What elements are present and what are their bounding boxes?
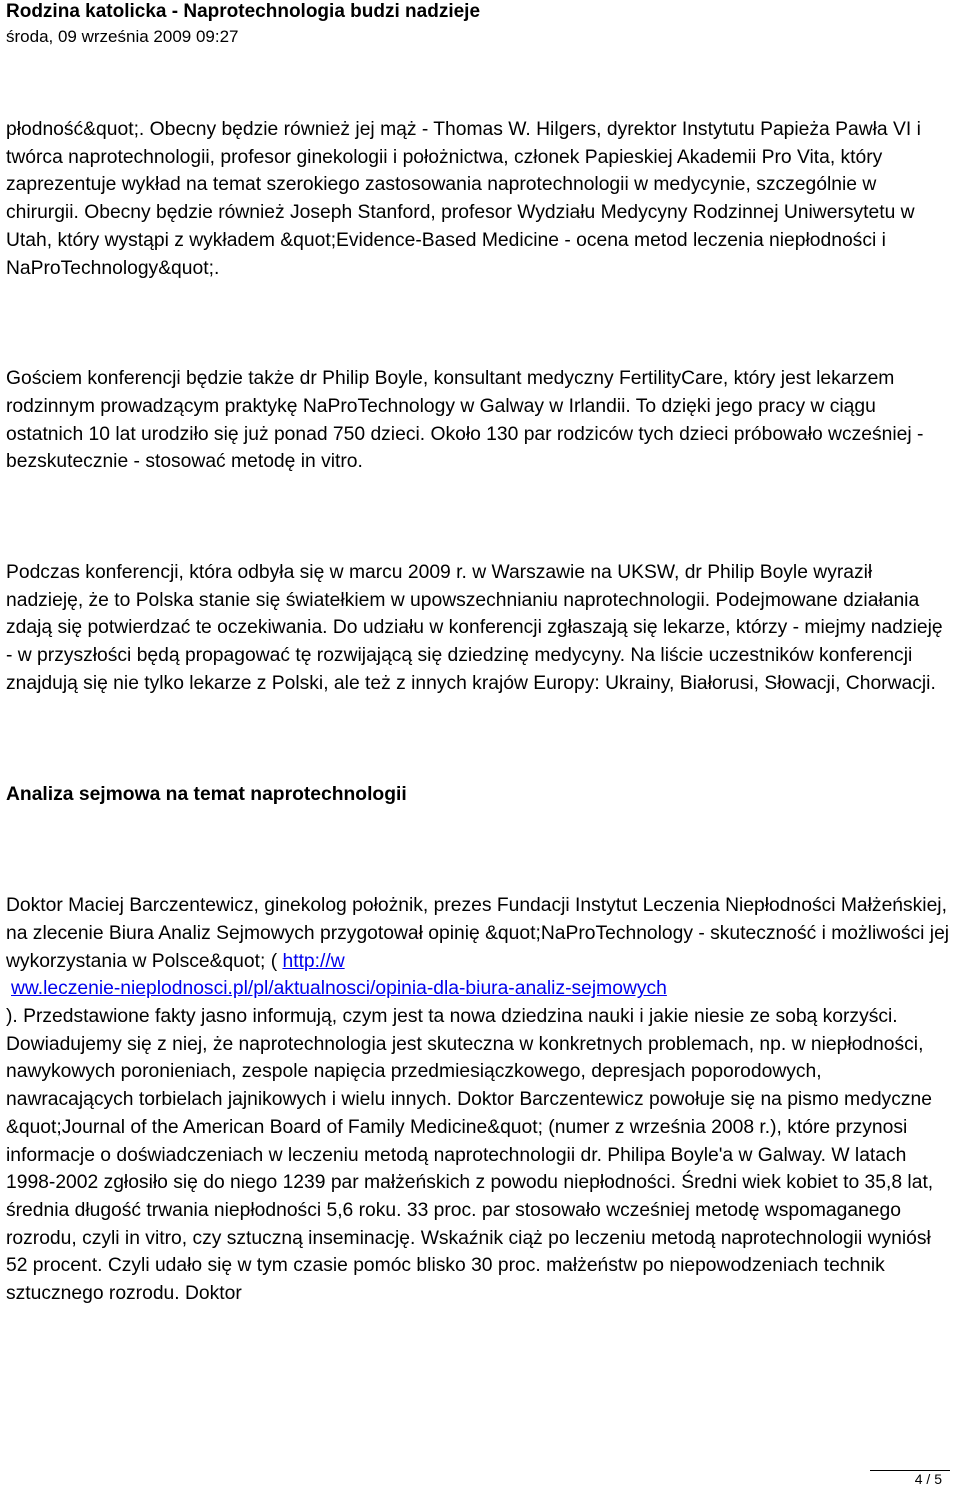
document-header [6, 0, 956, 47]
paragraph-sejm-analysis [6, 892, 951, 1308]
opinion-link-part-1[interactable]: http://w [282, 950, 345, 972]
publish-date: środa, 09 września 2009 09:27 [6, 27, 239, 46]
paragraph-text-after-link: ). Przedstawione fakty jasno informują, czym jest ta nowa dziedzina nauki i jakie niesie ze sobą korzyści. Dowiadujemy się z niej, że naprotechnologia jest skuteczna w konkretnych problemach, np. w niepłodności, nawykowych poronieniach, zespole napięcia przedmiesiączkowego, depresjach poporodowych, nawracających torbielach jajnikowych i wielu innych. Doktor Barczentewicz powołuje się na pismo medyczne &quot;Journal of the American Board of Family Medicine&quot; (numer z września 2008 r.), które przynosi informacje o doświadczeniach w leczeniu metodą naprotechnologii dr. Philipa Boyle'a w Galway. W latach 1998-2002 zgłosiło się do niego 1239 par małżeńskich z powodu niepłodności. Średni wiek kobiet to 35,8 lat, średnia długość trwania niepłodności 5,6 roku. 33 proc. par stosowało wcześniej metodę wspomaganego rozrodu, czyli in vitro, czy sztuczną inseminację. Wskaźnik ciąż po leczeniu metodą naprotechnologii wyniósł 52 procent. Czyli udało się w tym czasie pomóc blisko 30 proc. małżeństw po niepowodzeniach technik sztucznego rozrodu. Doktor [6, 1006, 934, 1305]
paragraph-text-before-link: Doktor Maciej Barczentewicz, ginekolog położnik, prezes Fundacji Instytut Leczenia Niepłodności Małżeńskiej, na zlecenie Biura Analiz Sejmowych przygotował opinię &quot;NaProTechnology - skuteczność i możliwości jej wykorzystania w Polsce&quot; ( [6, 895, 950, 972]
paragraph-conference-warsaw: Podczas konferencji, która odbyła się w marcu 2009 r. w Warszawie na UKSW, dr Philip Boyle wyraził nadzieję, że to Polska stanie się światełkiem w upowszechnianiu naprotechnologii. Podejmowane działania zdają się potwierdzać te oczekiwania. Do udziału w konferencji zgłaszają się lekarze, którzy - miejmy nadzieję - w przyszłości będą propagować tę rozwijającą się dziedzinę medycyny. Na liście uczestników konferencji znajdują się nie tylko lekarze z Polski, ale też z innych krajów Europy: Ukrainy, Białorusi, Słowacji, Chorwacji. [6, 562, 943, 694]
paragraph-hilgers-stanford: płodność&quot;. Obecny będzie również jej mąż - Thomas W. Hilgers, dyrektor Instytutu Papieża Pawła VI i twórca naprotechnologii, profesor ginekologii i położnictwa, członek Papieskiej Akademii Pro Vita, który zaprezentuje wykład na temat szerokiego zastosowania naprotechnologii w medycynie, szczególnie w chirurgii. Obecny będzie również Joseph Stanford, profesor Wydziału Medycyny Rodzinnej Uniwersytetu w Utah, który wystąpi z wykładem &quot;Evidence-Based Medicine - ocena metod leczenia niepłodności i NaProTechnology&quot;. [6, 119, 921, 279]
section-heading: Analiza sejmowa na temat naprotechnologii [6, 783, 407, 805]
paragraph-boyle-guest: Gościem konferencji będzie także dr Philip Boyle, konsultant medyczny FertilityCare, który jest lekarzem rodzinnym prowadzącym praktykę NaProTechnology w Galway w Irlandii. To dzięki jego pracy w ciągu ostatnich 10 lat urodziło się już ponad 750 dzieci. Około 130 par rodziców tych dzieci próbowało wcześniej - bezskutecznie - stosować metodę in vitro. [6, 368, 924, 473]
page-number: 4 / 5 [914, 1471, 942, 1487]
document-title: Rodzina katolicka - Naprotechnologia budzi nadzieje [6, 1, 481, 22]
opinion-link-part-2[interactable]: ww.leczenie-nieplodnosci.pl/pl/aktualnosci/opinia-dla-biura-analiz-sejmowych [11, 978, 667, 1000]
article-body [6, 116, 951, 1308]
